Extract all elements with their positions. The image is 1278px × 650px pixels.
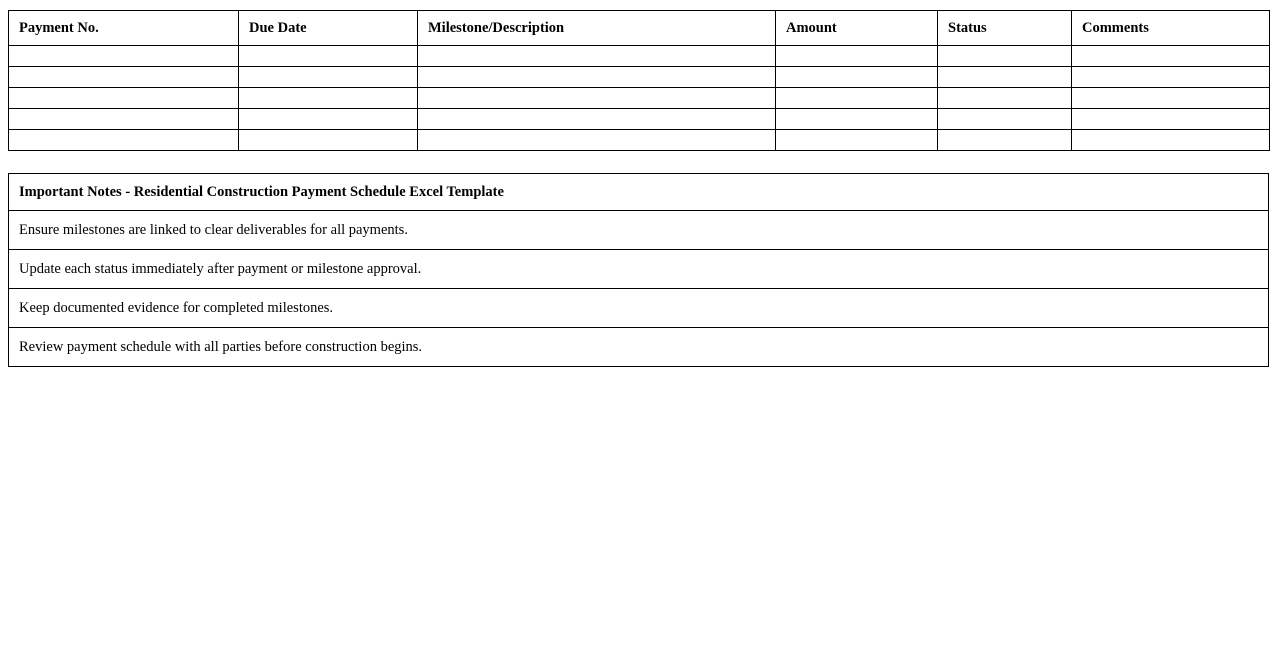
empty-cell xyxy=(938,67,1072,88)
empty-cell xyxy=(1072,46,1270,67)
column-header-status: Status xyxy=(938,11,1072,46)
empty-cell xyxy=(418,46,776,67)
empty-cell xyxy=(938,130,1072,151)
note-text: Review payment schedule with all parties before construction begins. xyxy=(9,328,1269,367)
note-text: Update each status immediately after payment or milestone approval. xyxy=(9,250,1269,289)
empty-cell xyxy=(9,88,239,109)
empty-cell xyxy=(1072,109,1270,130)
payment-table-empty-row xyxy=(9,109,1270,130)
note-row xyxy=(9,250,1269,289)
notes-title: Important Notes - Residential Construction Payment Schedule Excel Template xyxy=(9,174,1269,211)
empty-cell xyxy=(1072,130,1270,151)
note-row xyxy=(9,289,1269,328)
empty-cell xyxy=(9,130,239,151)
empty-cell xyxy=(776,67,938,88)
note-text: Ensure milestones are linked to clear deliverables for all payments. xyxy=(9,211,1269,250)
notes-title-row xyxy=(9,174,1269,211)
column-header-payment-no: Payment No. xyxy=(9,11,239,46)
note-row xyxy=(9,211,1269,250)
empty-cell xyxy=(1072,67,1270,88)
empty-cell xyxy=(239,67,418,88)
payment-table-header-row xyxy=(9,11,1270,46)
empty-cell xyxy=(776,130,938,151)
column-header-comments: Comments xyxy=(1072,11,1270,46)
empty-cell xyxy=(239,46,418,67)
payment-schedule-table xyxy=(8,10,1270,151)
empty-cell xyxy=(418,88,776,109)
empty-cell xyxy=(9,67,239,88)
empty-cell xyxy=(418,67,776,88)
empty-cell xyxy=(1072,88,1270,109)
empty-cell xyxy=(418,130,776,151)
note-text: Keep documented evidence for completed milestones. xyxy=(9,289,1269,328)
payment-table-empty-row xyxy=(9,67,1270,88)
empty-cell xyxy=(239,130,418,151)
empty-cell xyxy=(938,46,1072,67)
payment-table-empty-row xyxy=(9,46,1270,67)
empty-cell xyxy=(938,109,1072,130)
empty-cell xyxy=(776,88,938,109)
column-header-amount: Amount xyxy=(776,11,938,46)
column-header-milestone-description: Milestone/Description xyxy=(418,11,776,46)
empty-cell xyxy=(938,88,1072,109)
empty-cell xyxy=(776,109,938,130)
empty-cell xyxy=(9,109,239,130)
column-header-due-date: Due Date xyxy=(239,11,418,46)
empty-cell xyxy=(9,46,239,67)
payment-table-empty-row xyxy=(9,88,1270,109)
empty-cell xyxy=(239,88,418,109)
empty-cell xyxy=(776,46,938,67)
note-row xyxy=(9,328,1269,367)
empty-cell xyxy=(418,109,776,130)
important-notes-table xyxy=(8,173,1269,367)
empty-cell xyxy=(239,109,418,130)
payment-table-empty-row xyxy=(9,130,1270,151)
